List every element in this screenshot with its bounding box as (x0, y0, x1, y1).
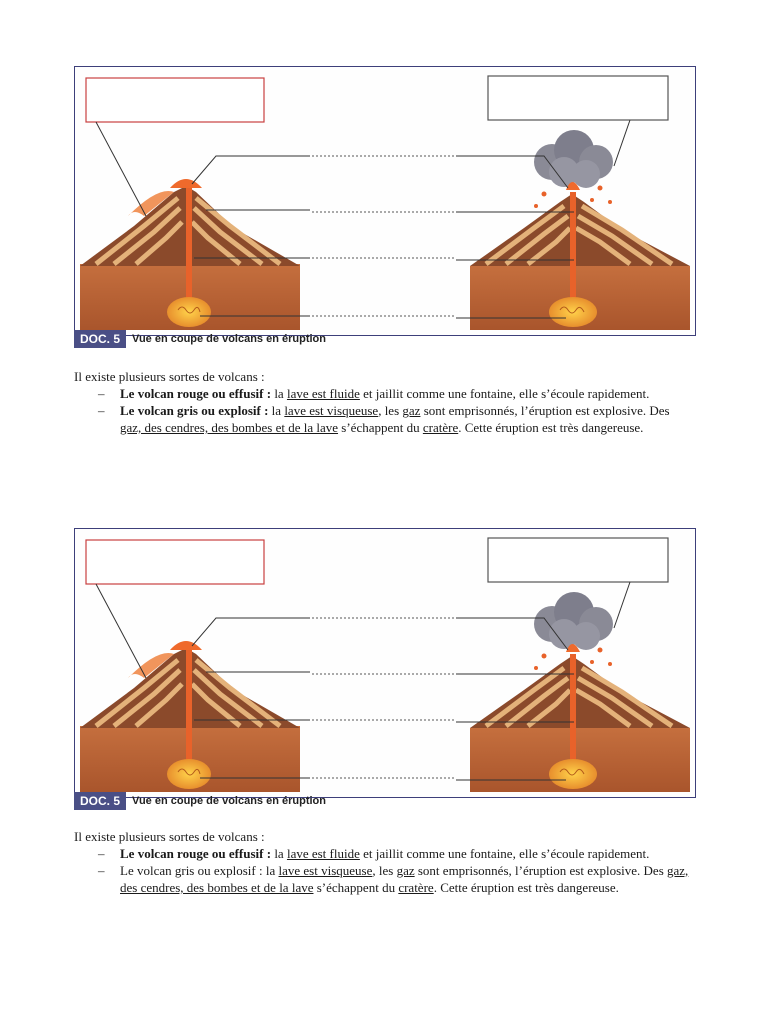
doc-title: Vue en coupe de volcans en éruption (132, 795, 326, 807)
figure-caption-2 (74, 792, 326, 810)
list-item-effusive: – Le volcan rouge ou effusif : la lave est fluide et jaillit comme une fontaine, elle s’écoule rapidement. (98, 846, 650, 861)
explanation-text-1 (74, 368, 694, 436)
list-item-explosive: – Le volcan gris ou explosif : la lave est visqueuse, les gaz sont emprisonnés, l’éruption est explosive. Des gaz, des cendres, des bombes et de la lave s’échappent du cratère. Cette éruption est très dangereuse. (98, 403, 670, 435)
doc-label: DOC. 5 (74, 330, 126, 348)
intro-line: Il existe plusieurs sortes de volcans : (74, 829, 265, 844)
list-item-effusive: – Le volcan rouge ou effusif : la lave est fluide et jaillit comme une fontaine, elle s’écoule rapidement. (98, 386, 650, 401)
volcano-figure-2 (74, 528, 696, 798)
doc-title: Vue en coupe de volcans en éruption (132, 333, 326, 345)
doc-label: DOC. 5 (74, 792, 126, 810)
volcano-figure-1 (74, 66, 696, 336)
intro-line: Il existe plusieurs sortes de volcans : (74, 369, 265, 384)
explanation-text-2 (74, 828, 694, 896)
figure-caption-1 (74, 330, 326, 348)
list-item-explosive: – Le volcan gris ou explosif : la lave est visqueuse, les gaz sont emprisonnés, l’éruption est explosive. Des gaz, des cendres, des bombes et de la lave s’échappent du cratère. Cette éruption est très dangereuse. (98, 863, 689, 895)
